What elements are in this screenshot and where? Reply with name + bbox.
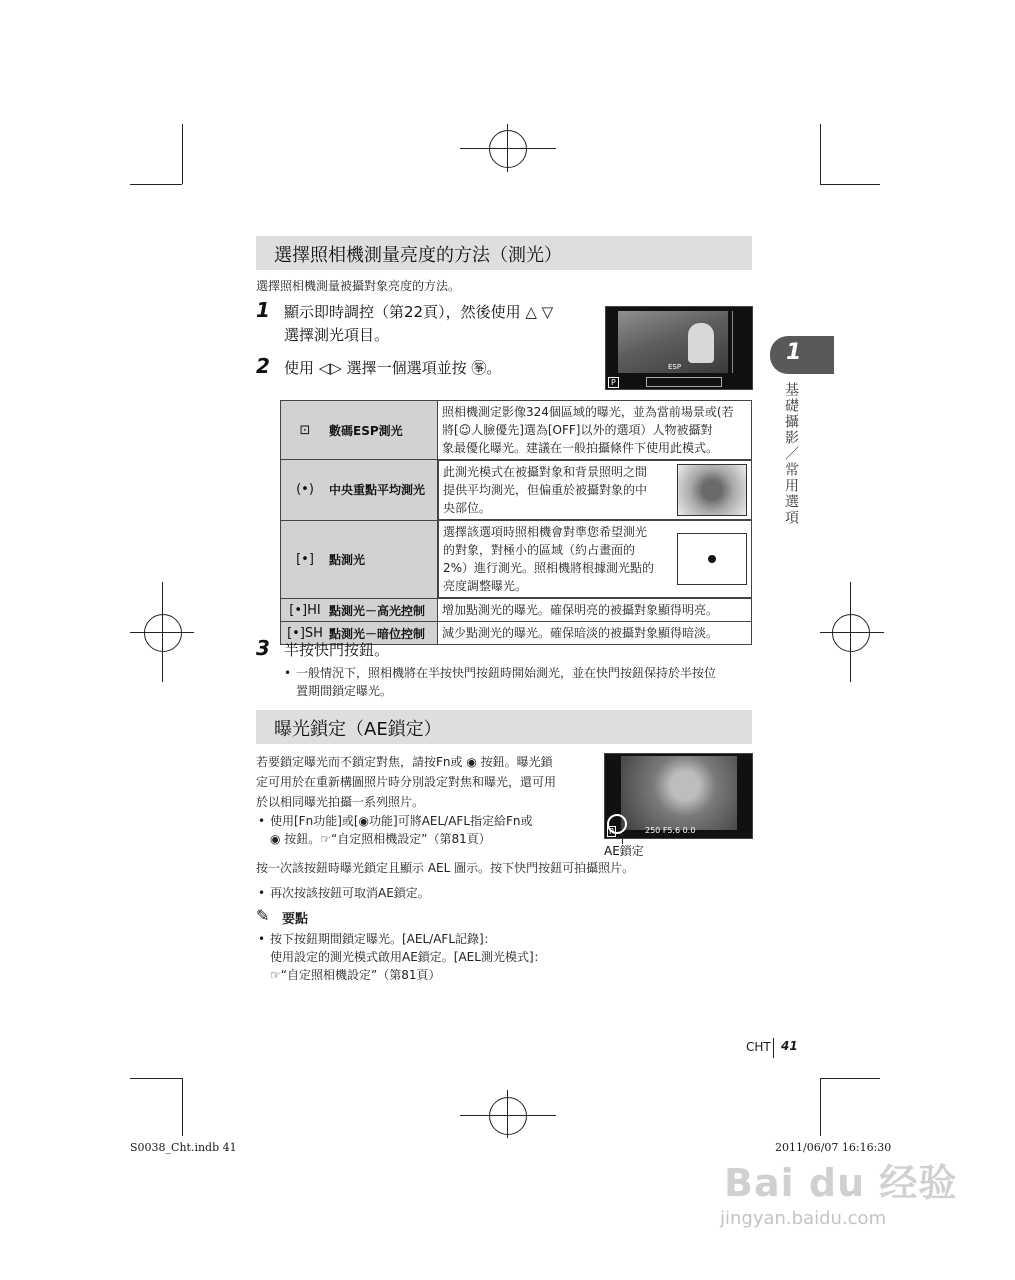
step-number: 3 — [256, 636, 270, 660]
mode-name: 中央重點平均測光 — [329, 483, 426, 498]
mode-name: 數碼ESP測光 — [329, 423, 403, 438]
mode-desc-line: 2%）進行測光。照相機將根據測光點的 — [443, 561, 655, 575]
ae-lock-caption: AE鎖定 — [604, 844, 644, 858]
step-number: 1 — [256, 298, 270, 322]
bullet-text: 一般情況下，照相機將在半按快門按鈕時開始測光，並在快門按鈕保持於半按位 — [296, 666, 717, 680]
screen-mode-label: ESP — [668, 363, 682, 371]
tip-text: ☞“自定照相機設定”（第81頁） — [270, 968, 441, 982]
section-title: 選擇照相機測量亮度的方法（測光） — [274, 245, 562, 266]
screen-side-icons — [732, 311, 749, 373]
step-text: 使用 ◁▷ 選擇一個選項並按 ㉇。 — [284, 359, 502, 377]
mode-desc-line: 央部位。 — [443, 501, 492, 515]
mode-desc-line: 增加點測光的曝光。確保明亮的被攝對象顯得明亮。 — [442, 603, 719, 617]
footer-date: 2011/06/07 16:16:30 — [775, 1141, 892, 1154]
bullet-item: • — [284, 666, 292, 680]
center-weighted-icon: (•) — [296, 482, 314, 498]
section-title-bar-ae-lock — [256, 710, 752, 744]
screen-mode-indicator: P — [608, 377, 619, 388]
mode-desc-line: 減少點測光的曝光。確保暗淡的被攝對象顯得暗淡。 — [442, 626, 719, 640]
spot-shadow-icon: [•]SH — [287, 625, 323, 641]
mode-desc-line: 此測光模式在被攝對象和背景照明之間 — [443, 465, 648, 479]
tip-text: 使用設定的測光模式啟用AE鎖定。[AEL測光模式]： — [270, 950, 546, 964]
step-text: 選擇測光項目。 — [284, 326, 390, 344]
table-row — [281, 599, 752, 622]
screen-mode-indicator: P — [609, 827, 614, 836]
paragraph-line: 若要鎖定曝光而不鎖定對焦，請按Fn或 ◉ 按鈕。曝光鎖 — [256, 755, 553, 769]
bullet-item: • — [258, 932, 266, 946]
chapter-tab — [770, 336, 834, 374]
camera-live-control-screen — [605, 306, 753, 390]
step-text: 半按快門按鈕。 — [284, 641, 390, 659]
bullet-item: • — [258, 814, 266, 828]
mode-desc-line: 提供平均測光，但偏重於被攝對象的中 — [443, 483, 648, 497]
center-weighted-illustration — [677, 464, 747, 516]
subject-figure — [688, 323, 714, 363]
screen-exposure-values: 250 F5.6 0.0 — [645, 826, 696, 835]
bullet-text: 使用[Fn功能]或[◉功能]可將AEL/AFL指定給Fn或 — [270, 814, 533, 828]
paragraph-line: 按一次該按鈕時曝光鎖定且顯示 AEL 圖示。按下快門按鈕可拍攝照片。 — [256, 861, 635, 875]
mode-desc-line: 象最優化曝光。建議在一般拍攝條件下使用此模式。 — [442, 441, 719, 455]
paragraph-line: 於以相同曝光拍攝一系列照片。 — [256, 795, 425, 809]
esp-metering-icon: ⊡ — [299, 422, 311, 438]
watermark-url: jingyan.baidu.com — [720, 1208, 887, 1229]
bullet-text: 再次按該按鈕可取消AE鎖定。 — [270, 886, 430, 900]
spot-metering-illustration — [677, 533, 747, 585]
mode-desc-line: 的對象，對極小的區域（約占畫面的 — [443, 543, 636, 557]
step-text: 顯示即時調控（第22頁），然後使用 △ ▽ — [284, 303, 554, 321]
page-number: 41 — [781, 1039, 798, 1053]
chapter-label: 基礎攝影／常用選項 — [783, 382, 799, 526]
language-code: CHT — [746, 1040, 771, 1054]
spot-metering-icon: [•] — [296, 551, 314, 567]
step-number: 2 — [256, 354, 270, 378]
lightbulb-tip-icon: ✎ — [256, 906, 270, 925]
mode-desc-line: 將[☺人臉優先]選為[OFF]以外的選項）人物被攝對 — [442, 423, 713, 437]
bullet-item: • — [258, 886, 266, 900]
section-intro: 選擇照相機測量被攝對象亮度的方法。 — [256, 279, 461, 293]
watermark-logo: Bai du 经验 — [724, 1161, 958, 1205]
tip-heading: 要點 — [282, 912, 309, 927]
mode-desc-line: 選擇該選項時照相機會對準您希望測光 — [443, 525, 648, 539]
spot-dot — [708, 555, 716, 563]
mode-name: 點測光－高光控制 — [329, 603, 426, 618]
mode-name: 點測光 — [329, 552, 366, 567]
spot-highlight-icon: [•]HI — [289, 602, 321, 618]
section-title: 曝光鎖定（AE鎖定） — [274, 719, 442, 740]
mode-desc-line: 照相機測定影像324個區域的曝光，並為當前場景或(若 — [442, 405, 734, 419]
tip-text: 按下按鈕期間鎖定曝光。[AEL/AFL記錄]： — [270, 932, 496, 946]
mode-name: 點測光－暗位控制 — [329, 626, 426, 641]
screen-photo — [621, 756, 737, 830]
metering-mode-table — [280, 400, 752, 645]
bullet-text: 置期間鎖定曝光。 — [296, 684, 393, 698]
section-title-bar-metering — [256, 236, 752, 270]
table-row — [281, 401, 752, 460]
chapter-number: 1 — [786, 340, 802, 365]
mode-desc-line: 亮度調整曝光。 — [443, 579, 528, 593]
table-row — [281, 520, 752, 599]
camera-ae-lock-screen — [604, 753, 753, 839]
footer-filename: S0038_Cht.indb 41 — [130, 1141, 237, 1154]
paragraph-line: 定可用於在重新構圖照片時分別設定對焦和曝光，還可用 — [256, 775, 557, 789]
bullet-text: ◉ 按鈕。☞“自定照相機設定”（第81頁） — [270, 832, 491, 846]
screen-metering-options — [646, 377, 722, 387]
table-row — [281, 460, 752, 521]
